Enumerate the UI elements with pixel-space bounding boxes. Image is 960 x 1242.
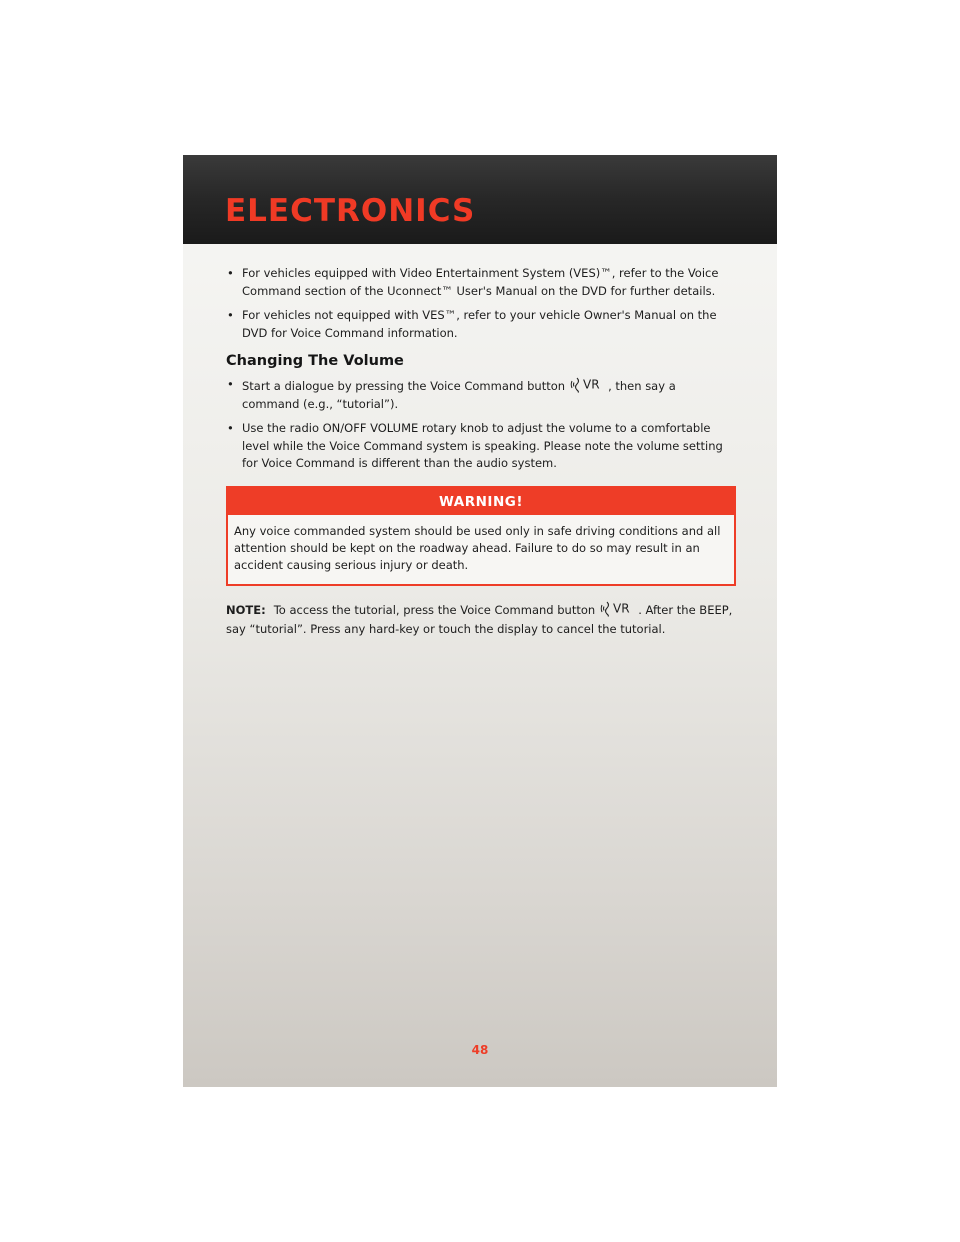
note-paragraph	[226, 600, 736, 639]
bullet-marker: •	[227, 308, 234, 322]
section-title: ELECTRONICS	[225, 193, 476, 229]
vr-icon-label: VR	[583, 377, 600, 392]
note-text-cont: . After the BEEP, say “tutorial”. Press any hard-key or touch the display to cancel the tutorial.	[226, 602, 733, 636]
list-item-text: For vehicles equipped with Video Entertainment System (VES)™, refer to the Voice Command section of the Uconnect™ User's Manual on the DVD for further details.	[242, 266, 719, 298]
warning-heading: WARNING!	[228, 488, 734, 515]
subsection-heading: Changing The Volume	[226, 353, 404, 369]
bullet-marker: •	[227, 266, 234, 280]
list-item-text-cont: , then say a command (e.g., “tutorial”).	[242, 379, 676, 411]
voice-command-vr-icon	[570, 376, 604, 393]
list-item	[226, 265, 736, 300]
list-item	[226, 376, 736, 413]
bullet-marker: •	[227, 377, 234, 391]
list-item-text: Use the radio ON/OFF VOLUME rotary knob to adjust the volume to a comfortable level while the Voice Command system is speaking. Please note the volume setting for Voice Command is different than the audio system.	[242, 421, 723, 470]
page-number: 48	[471, 1043, 489, 1057]
voice-command-vr-icon	[600, 600, 634, 617]
section-header	[183, 155, 777, 244]
bullet-marker: •	[227, 421, 234, 435]
note-label: NOTE:	[226, 602, 266, 617]
warning-box	[226, 486, 736, 586]
list-item	[226, 420, 736, 473]
page-content	[226, 265, 736, 639]
list-item-text: Start a dialogue by pressing the Voice Command button	[242, 379, 566, 393]
warning-text: Any voice commanded system should be used only in safe driving conditions and all attention should be kept on the roadway ahead. Failure to do so may result in an accident causing serious injury or death.	[234, 523, 721, 572]
note-text: To access the tutorial, press the Voice Command button	[273, 602, 596, 617]
manual-page	[183, 155, 777, 1087]
vr-icon-label: VR	[613, 601, 630, 615]
list-item-text: For vehicles not equipped with VES™, refer to your vehicle Owner's Manual on the DVD for Voice Command information.	[242, 308, 717, 340]
list-item	[226, 307, 736, 342]
